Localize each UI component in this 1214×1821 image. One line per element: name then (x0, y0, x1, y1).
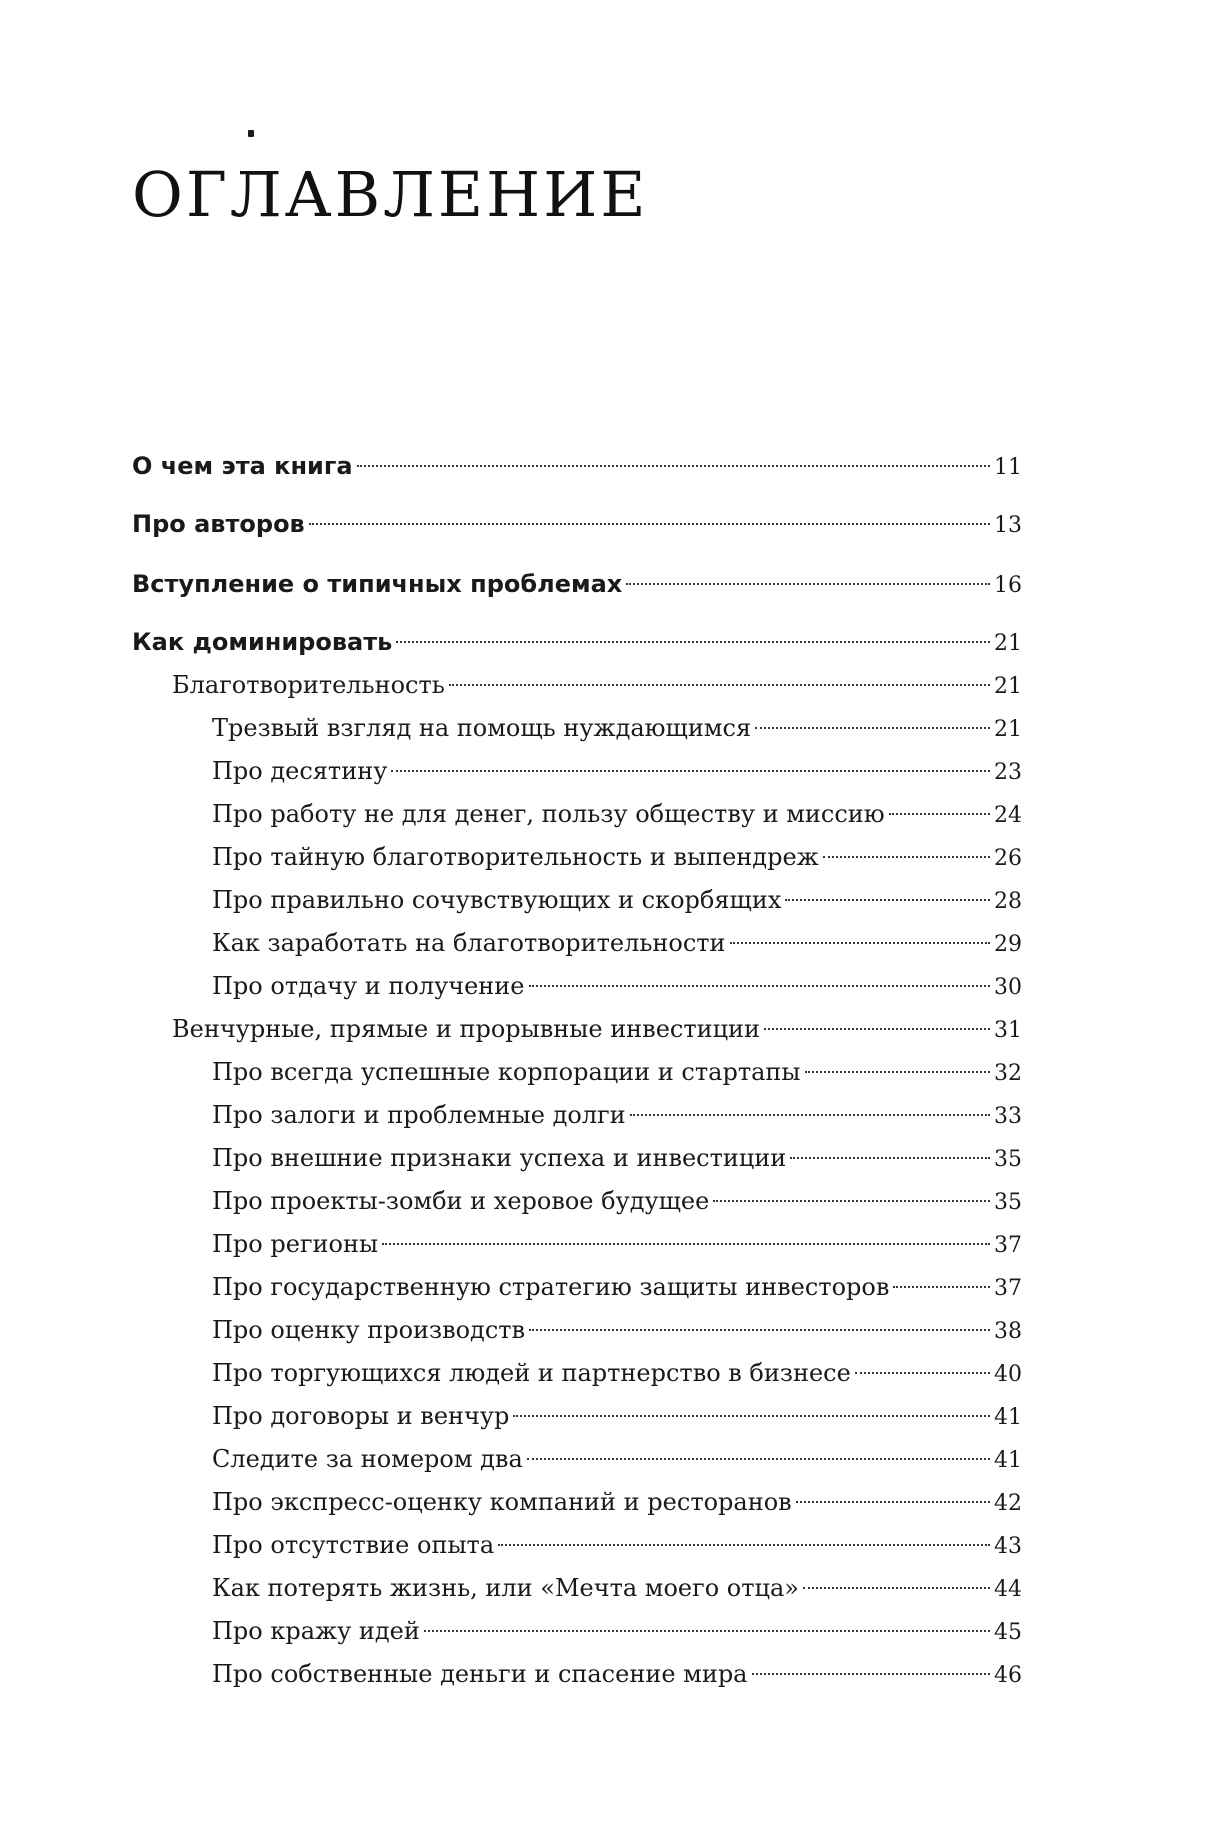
toc-entry-page: 28 (994, 889, 1022, 914)
toc-entry-page: 40 (994, 1362, 1022, 1387)
toc-entry[interactable] (212, 1097, 1022, 1133)
toc-entry[interactable] (212, 1527, 1022, 1563)
toc-entry[interactable] (212, 882, 1022, 918)
dot-leader (630, 1114, 990, 1116)
toc-entry[interactable] (132, 624, 1022, 660)
toc-entry-title: Про проекты-зомби и херовое будущее (212, 1187, 710, 1215)
toc-entry-title: Благотворительность (172, 671, 445, 699)
toc-entry-page: 38 (994, 1319, 1022, 1344)
toc-entry-title: Про собственные деньги и спасение мира (212, 1660, 748, 1688)
toc-entry-page: 21 (994, 631, 1022, 656)
toc-entry[interactable] (172, 1011, 1022, 1047)
dot-leader (527, 1458, 990, 1460)
toc-entry-title: Про десятину (212, 757, 388, 785)
dot-leader (529, 1329, 990, 1331)
dot-leader (730, 942, 990, 944)
toc-entry[interactable] (212, 1613, 1022, 1649)
toc-entry-page: 32 (994, 1061, 1022, 1086)
toc-entry[interactable] (212, 1054, 1022, 1090)
toc-entry-title: Про кражу идей (212, 1617, 420, 1645)
toc-entry-page: 41 (994, 1448, 1022, 1473)
toc-entry-title: Следите за номером два (212, 1445, 523, 1473)
dot-leader (785, 899, 990, 901)
toc-entry-title: Про отсутствие опыта (212, 1531, 495, 1559)
dot-leader (513, 1415, 990, 1417)
toc-entry-page: 29 (994, 932, 1022, 957)
toc-entry-title: Про тайную благотворительность и выпендреж (212, 843, 819, 871)
toc-entry[interactable] (212, 1269, 1022, 1305)
toc-entry-page: 21 (994, 674, 1022, 699)
toc-entry-title: Трезвый взгляд на помощь нуждающимся (212, 714, 752, 742)
dot-leader (529, 985, 990, 987)
toc-entry-title: Про экспресс-оценку компаний и ресторанов (212, 1488, 792, 1516)
toc-entry[interactable] (212, 710, 1022, 746)
toc-entry[interactable] (212, 1570, 1022, 1606)
toc-entry[interactable] (132, 448, 1022, 484)
toc-entry-title: Про договоры и венчур (212, 1402, 510, 1430)
toc-entry-page: 46 (994, 1663, 1022, 1688)
dot-leader (752, 1673, 991, 1675)
toc-entry-title: Про работу не для денег, пользу обществу и миссию (212, 800, 885, 828)
toc-entry-title: Про всегда успешные корпорации и стартапы (212, 1058, 801, 1086)
toc-entry[interactable] (212, 1441, 1022, 1477)
toc-entry[interactable] (212, 1656, 1022, 1692)
toc-entry[interactable] (212, 753, 1022, 789)
toc-entry[interactable] (212, 968, 1022, 1004)
toc-entry-title: Как потерять жизнь, или «Мечта моего отца» (212, 1574, 799, 1602)
dot-leader (382, 1243, 990, 1245)
dot-leader (855, 1372, 990, 1374)
toc-entry[interactable] (172, 667, 1022, 703)
dot-leader (391, 770, 990, 772)
toc-entry-page: 24 (994, 803, 1022, 828)
toc-entry-page: 44 (994, 1577, 1022, 1602)
toc-entry[interactable] (212, 1226, 1022, 1262)
toc-entry[interactable] (212, 1484, 1022, 1520)
toc-entry-title: Про регионы (212, 1230, 379, 1258)
toc-entry-title: Про торгующихся людей и партнерство в бизнесе (212, 1359, 851, 1387)
toc-entry-page: 26 (994, 846, 1022, 871)
toc-entry-title: Вступление о типичных проблемах (132, 570, 623, 598)
toc-entry[interactable] (212, 796, 1022, 832)
toc-entry-page: 41 (994, 1405, 1022, 1430)
dot-leader (889, 813, 990, 815)
toc-entry-title: Про правильно сочувствующих и скорбящих (212, 886, 782, 914)
toc-entry-title: Про авторов (132, 510, 305, 538)
toc-entry-page: 33 (994, 1104, 1022, 1129)
toc-entry-title: О чем эта книга (132, 452, 353, 480)
toc-entry[interactable] (212, 1355, 1022, 1391)
toc-entry-page: 37 (994, 1233, 1022, 1258)
toc-entry-page: 42 (994, 1491, 1022, 1516)
dot-leader (424, 1630, 990, 1632)
toc-entry-page: 11 (994, 455, 1022, 480)
toc-entry-title: Про внешние признаки успеха и инвестиции (212, 1144, 787, 1172)
toc-entry-page: 31 (994, 1018, 1022, 1043)
toc-entry-page: 16 (994, 573, 1022, 598)
toc-entry-title: Как доминировать (132, 628, 393, 656)
toc-entry-page: 37 (994, 1276, 1022, 1301)
dot-leader (893, 1286, 990, 1288)
dot-leader (823, 856, 990, 858)
dot-leader (498, 1544, 990, 1546)
dot-leader (790, 1157, 990, 1159)
toc-entry-page: 21 (994, 717, 1022, 742)
toc-entry-title: Про залоги и проблемные долги (212, 1101, 626, 1129)
toc-entry[interactable] (212, 1140, 1022, 1176)
toc-entry-title: Про государственную стратегию защиты инвесторов (212, 1273, 890, 1301)
toc-entry-title: Про отдачу и получение (212, 972, 525, 1000)
toc-entry[interactable] (212, 839, 1022, 875)
toc-entry[interactable] (212, 1312, 1022, 1348)
dot-leader (755, 727, 990, 729)
dot-leader (396, 641, 990, 643)
toc-entry-page: 30 (994, 975, 1022, 1000)
toc-entry-title: Про оценку производств (212, 1316, 526, 1344)
dot-leader (764, 1028, 990, 1030)
toc-entry[interactable] (132, 506, 1022, 542)
toc-entry[interactable] (212, 925, 1022, 961)
page-title: ОГЛАВЛЕНИЕ (132, 158, 649, 231)
dot-leader (309, 523, 990, 525)
toc-entry-title: Венчурные, прямые и прорывные инвестиции (172, 1015, 761, 1043)
toc-entry-page: 35 (994, 1190, 1022, 1215)
dot-leader (713, 1200, 990, 1202)
dot-leader (626, 583, 990, 585)
toc-entry-page: 43 (994, 1534, 1022, 1559)
dot-leader (796, 1501, 990, 1503)
toc-entry-title: Как заработать на благотворительности (212, 929, 726, 957)
toc-entry-page: 13 (994, 513, 1022, 538)
dot-leader (805, 1071, 990, 1073)
dot-leader (449, 684, 990, 686)
toc-entry-page: 35 (994, 1147, 1022, 1172)
toc-entry[interactable] (212, 1183, 1022, 1219)
toc-entry[interactable] (132, 566, 1022, 602)
dot-leader (357, 465, 990, 467)
dot-leader (803, 1587, 990, 1589)
toc-entry[interactable] (212, 1398, 1022, 1434)
toc-entry-page: 23 (994, 760, 1022, 785)
toc-entry-page: 45 (994, 1620, 1022, 1645)
